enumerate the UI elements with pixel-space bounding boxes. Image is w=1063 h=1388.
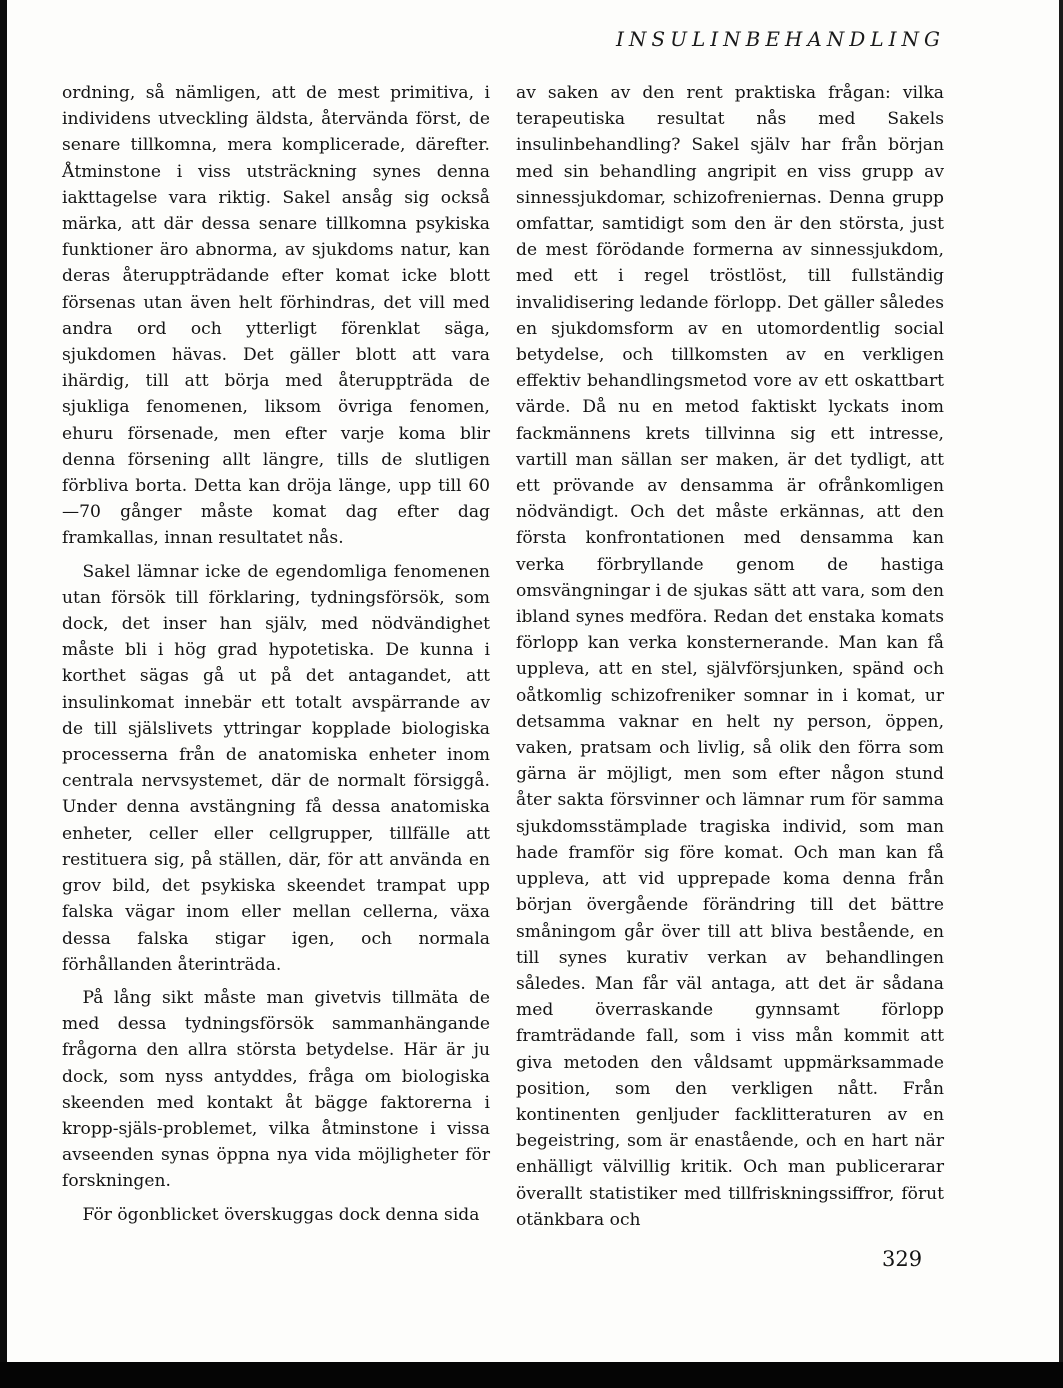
paragraph: Sakel lämnar icke de egendomliga fenomenen utan försök till förklaring, tydningsförsök, som dock, det inser han själv, med nödvändighet måste bli i hög grad hypotetiska. De kunna i korthet sägas gå ut på det antagandet, att insulinkomat innebär ett totalt avspärrande av de till själslivets yttringar kopplade biologiska processerna från de anatomiska enheter inom centrala nervsystemet, där de normalt försiggå. Under denna avstängning få dessa anatomiska enheter, celler eller cellgrupper, tillfälle att restituera sig, på ställen, där, för att använda en grov bild, det psykiska skeendet trampat upp falska vägar inom eller mellan cellerna, växa dessa falska stigar igen, och normala förhållanden återinträda. xyxy=(62,561,490,975)
paragraph: ordning, så nämligen, att de mest primitiva, i individens utveckling äldsta, återvända först, de senare tillkomna, mera komplicerade, därefter. Åtminstone i viss utsträckning synes denna iakttagelse vara riktig. Sakel ansåg sig också märka, att där dessa senare tillkomna psykiska funktioner äro abnorma, av sjukdoms natur, kan deras återuppträdande efter komat icke blott försenas utan även helt förhindras, det vill med andra ord och ytterligt förenklat säga, sjukdomen hävas. Det gäller blott att vara ihärdig, till att börja med återuppträda de sjukliga fenomenen, liksom övriga fenomen, ehuru försenade, men efter varje koma blir denna försening allt längre, tills de slutligen förbliva borta. Detta kan dröja länge, upp till 60—70 gånger måste komat dag efter dag framkallas, innan resultatet nås. xyxy=(62,83,490,549)
paragraph: På lång sikt måste man givetvis tillmäta de med dessa tydningsförsök sammanhängande frågorna den allra största betydelse. Här är ju dock, som nyss antyddes, fråga om biologiska skeenden med kontakt åt bägge faktorerna i kropp-själs-problemet, vilka åtminstone i vissa avseenden synas öppna nya vida möjligheter för forskningen. xyxy=(62,987,490,1192)
scan-edge-left xyxy=(0,0,7,1362)
scan-edge-bottom xyxy=(0,1362,1063,1388)
left-column xyxy=(62,80,490,1228)
page-number: 329 xyxy=(882,1247,923,1271)
right-column xyxy=(516,80,944,1233)
scan-edge-right xyxy=(1059,0,1063,1362)
paragraph: av saken av den rent praktiska frågan: vilka terapeutiska resultat nås med Sakels insulinbehandling? Sakel själv har från början med sin behandling angripit en viss grupp av sinnessjukdomar, schizofreniernas. Denna grupp omfattar, samtidigt som den är den största, just de mest förödande formerna av sinnessjukdom, med ett i regel tröstlöst, till fullständig invalidisering ledande förlopp. Det gäller således en sjukdomsform av en utomordentlig social betydelse, och tillkomsten av en verkligen effektiv behandlingsmetod vore av ett oskattbart värde. Då nu en metod faktiskt lyckats inom fackmännens krets tillvinna sig ett intresse, vartill man sällan ser maken, är det tydligt, att ett prövande av densamma är ofrånkomligen nödvändigt. Och det måste erkännas, att den första konfrontationen med densamma kan verka förbryllande genom de hastiga omsvängningar i de sjukas sätt att vara, som den ibland synes medföra. Redan det enstaka komats förlopp kan verka konsternerande. Man kan få uppleva, att en stel, självförsjunken, spänd och oåtkomlig schizofreniker somnar in i komat, ur detsamma vaknar en helt ny person, öppen, vaken, pratsam och livlig, så olik den förra som gärna är möjligt, men som efter någon stund åter sakta försvinner och lämnar rum för samma sjukdomsstämplade tragiska individ, som man hade framför sig före komat. Och man kan få uppleva, att vid upprepade koma denna från början övergående förändring till det bättre småningom går över till att bliva bestående, en till synes kurativ verkan av behandlingen således. Man får väl antaga, att det är sådana med överraskande gynnsamt förlopp framträdande fall, som i viss mån kommit att giva metoden den våldsamt uppmärksammade position, som den verkligen nått. Från kontinenten genljuder facklitteraturen av en begeistring, som är enastående, och en hart när enhälligt välvillig kritik. Och man publicerarar överallt statistiker med tillfriskningssiffror, förut otänkbara och xyxy=(516,83,944,1230)
running-head: INSULINBEHANDLING xyxy=(615,27,945,51)
paragraph: För ögonblicket överskuggas dock denna sida xyxy=(82,1204,480,1225)
